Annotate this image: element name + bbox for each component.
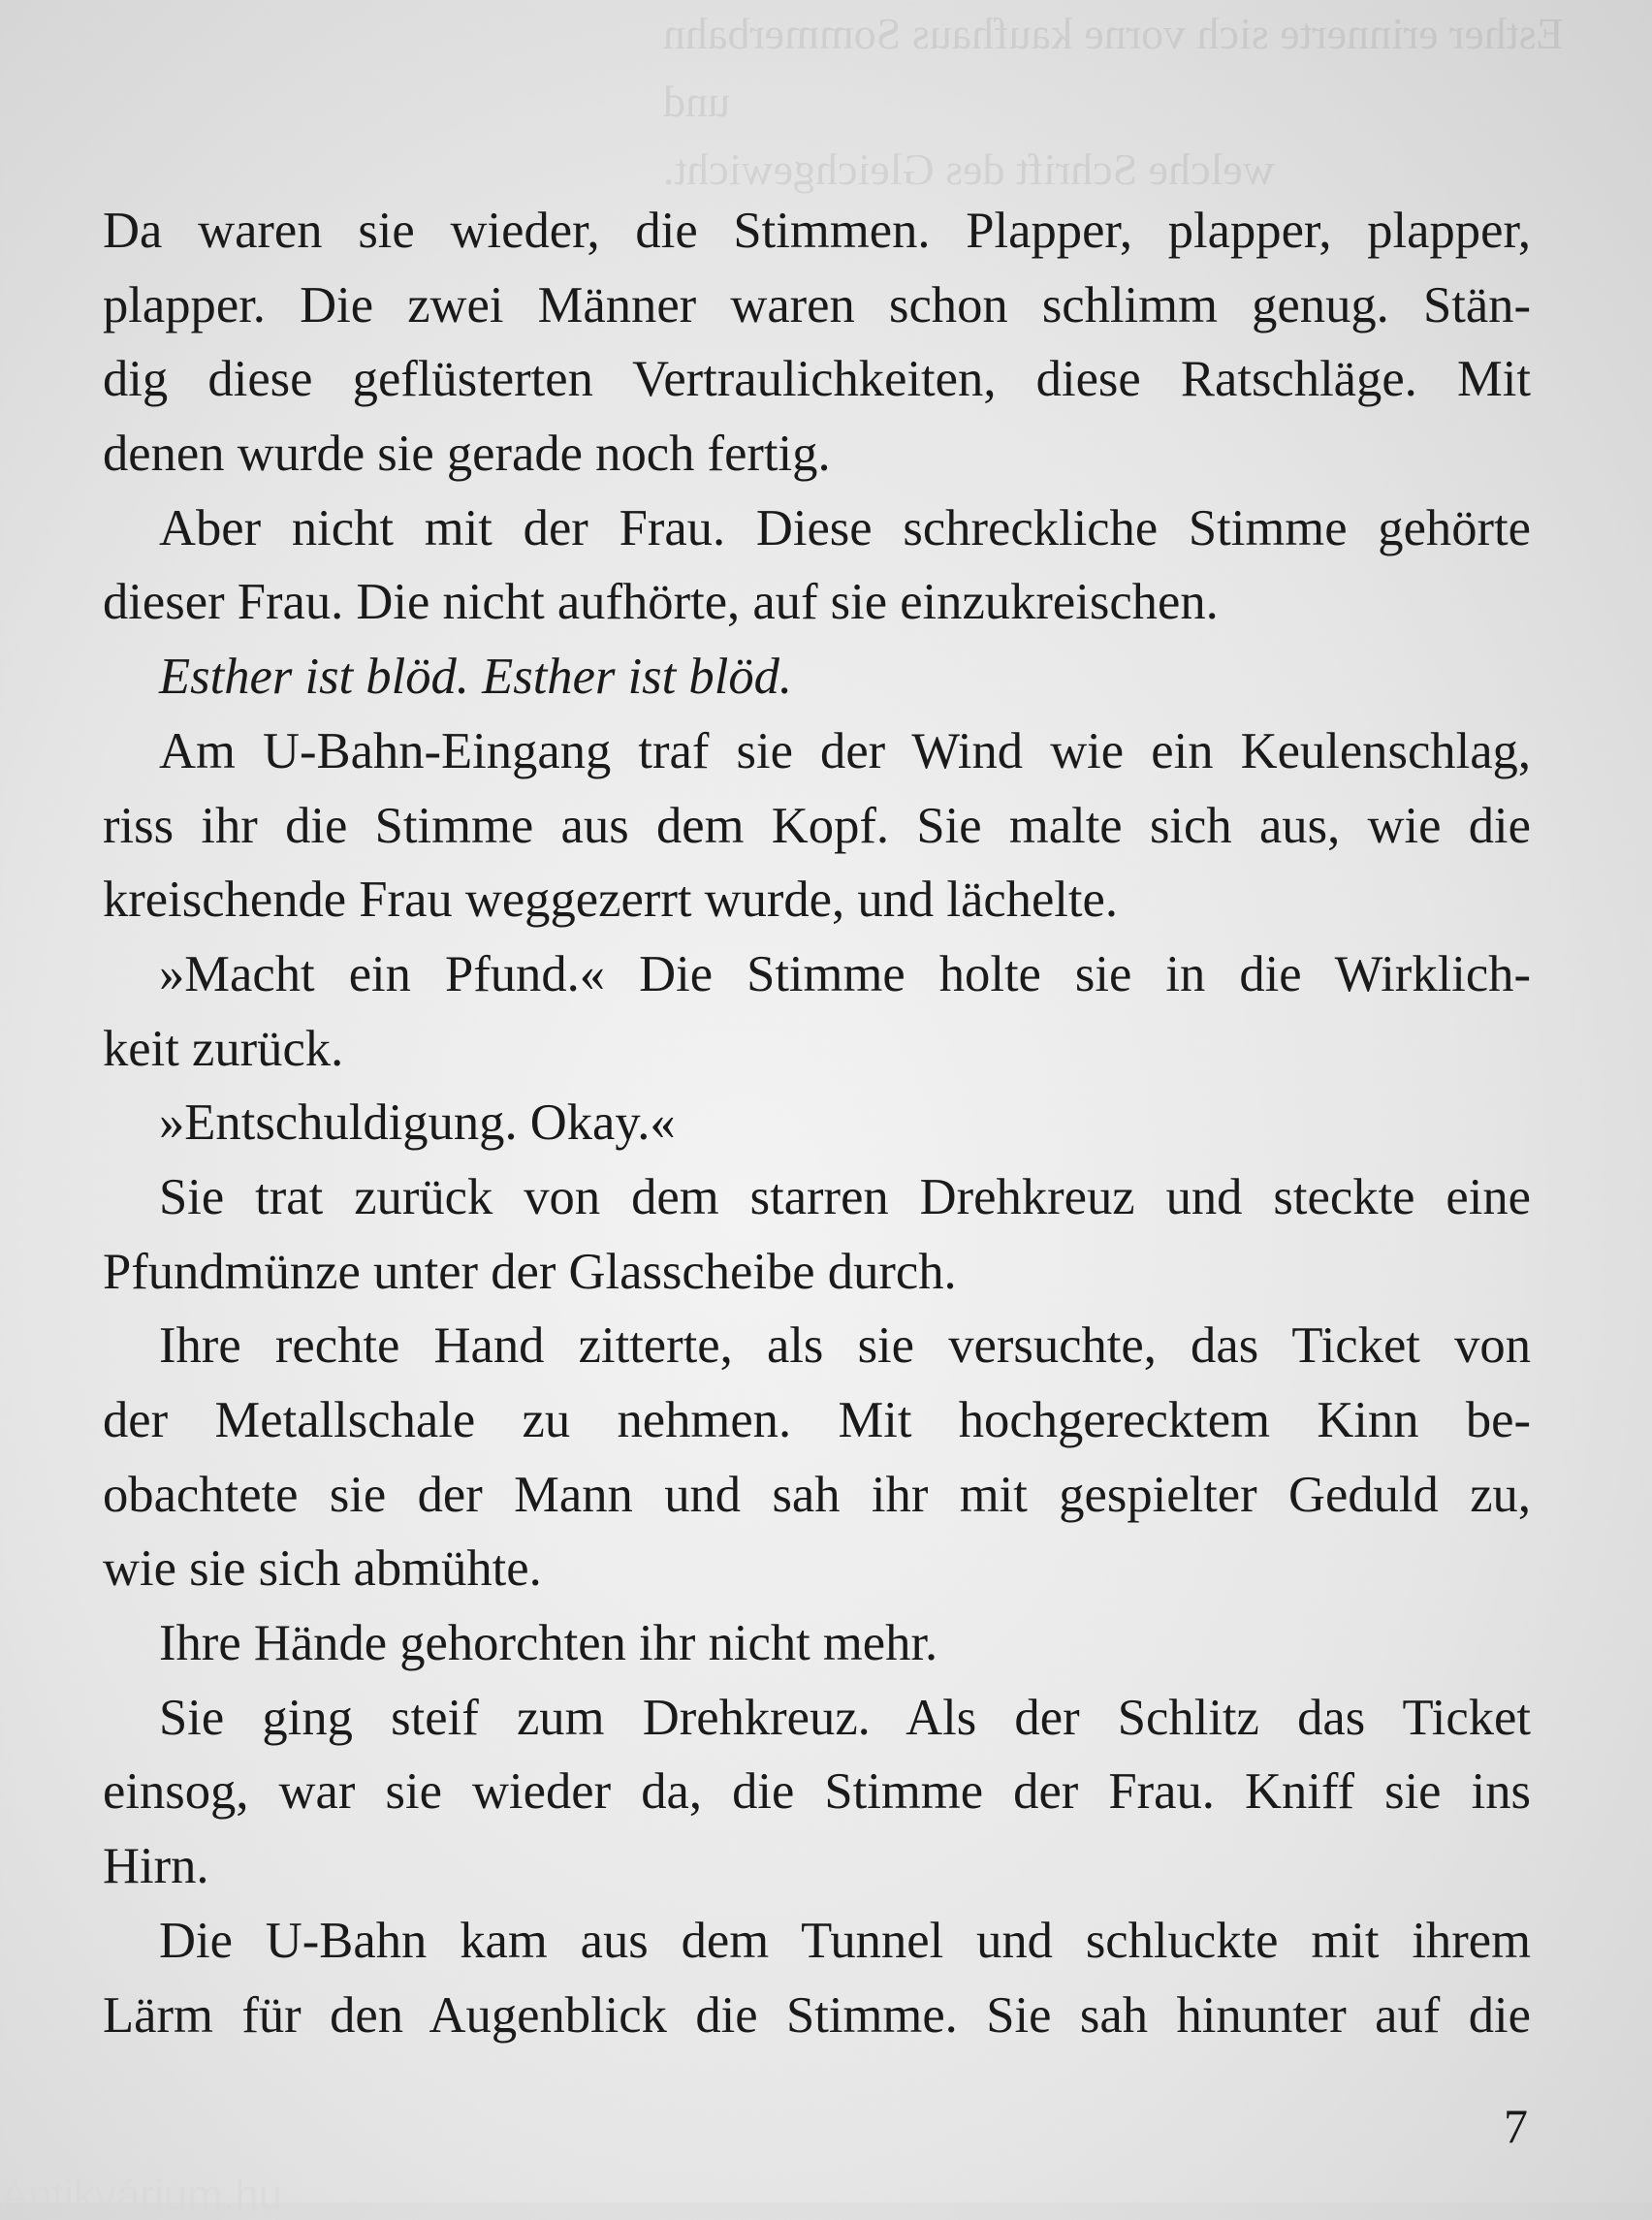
text-line: dieser Frau. Die nicht aufhörte, auf sie einzukreischen. [103, 574, 1219, 631]
text-line: einsog, war sie wieder da, die Stimme der Frau. Kniff sie ins [103, 1763, 1531, 1821]
text-line: Sie trat zurück von dem starren Drehkreuz und steckte eine [159, 1168, 1531, 1225]
text-line: obachtete sie der Mann und sah ihr mit gespielter Geduld zu, [103, 1466, 1531, 1523]
text-line: Da waren sie wieder, die Stimmen. Plapper, plapper, plapper, [103, 203, 1531, 259]
page-number: 7 [1504, 2099, 1528, 2153]
text-line: Die U-Bahn kam aus dem Tunnel und schluckte mit ihrem [159, 1912, 1531, 1969]
text-line: kreischende Frau weggezerrt wurde, und lächelte. [103, 872, 1119, 929]
bleed-through-text: Esther erinnerte sich vorne kaufhaus Sommerbahn und welche Schrift des Gleichgewicht. [663, 9, 1564, 194]
text-line: Ihre Hände gehorchten ihr nicht mehr. [159, 1615, 938, 1672]
text-line: wie sie sich abmühte. [103, 1540, 542, 1598]
text-line: dig diese geflüsterten Vertraulichkeiten, diese Ratschläge. Mit [103, 351, 1531, 408]
text-line: keit zurück. [103, 1020, 344, 1077]
body-text [103, 194, 1531, 2052]
text-line: »Entschuldigung. Okay.« [159, 1094, 676, 1152]
text-line: Hirn. [103, 1838, 209, 1895]
text-line: »Macht ein Pfund.« Die Stimme holte sie in die Wirklich- [159, 945, 1531, 1002]
text-line: Pfundmünze unter der Glasscheibe durch. [103, 1243, 957, 1300]
text-line: plapper. Die zwei Männer waren schon schlimm genug. Stän- [103, 276, 1531, 333]
text-line: Am U-Bahn-Eingang traf sie der Wind wie ein Keulenschlag, [159, 722, 1531, 779]
text-line: riss ihr die Stimme aus dem Kopf. Sie malte sich aus, wie die [103, 797, 1531, 854]
watermark-text: Antikvárium.hu [0, 2172, 283, 2219]
text-line: Aber nicht mit der Frau. Diese schreckliche Stimme gehörte [159, 499, 1531, 556]
text-line: denen wurde sie gerade noch fertig. [103, 426, 831, 483]
text-line: der Metallschale zu nehmen. Mit hochgerecktem Kinn be- [103, 1392, 1531, 1448]
text-line: Ihre rechte Hand zitterte, als sie versuchte, das Ticket von [159, 1317, 1531, 1375]
text-line: Lärm für den Augenblick die Stimme. Sie sah hinunter auf die [103, 1986, 1531, 2044]
text-line: Esther ist blöd. Esther ist blöd. [159, 649, 793, 706]
text-line: Sie ging steif zum Drehkreuz. Als der Schlitz das Ticket [159, 1689, 1531, 1746]
